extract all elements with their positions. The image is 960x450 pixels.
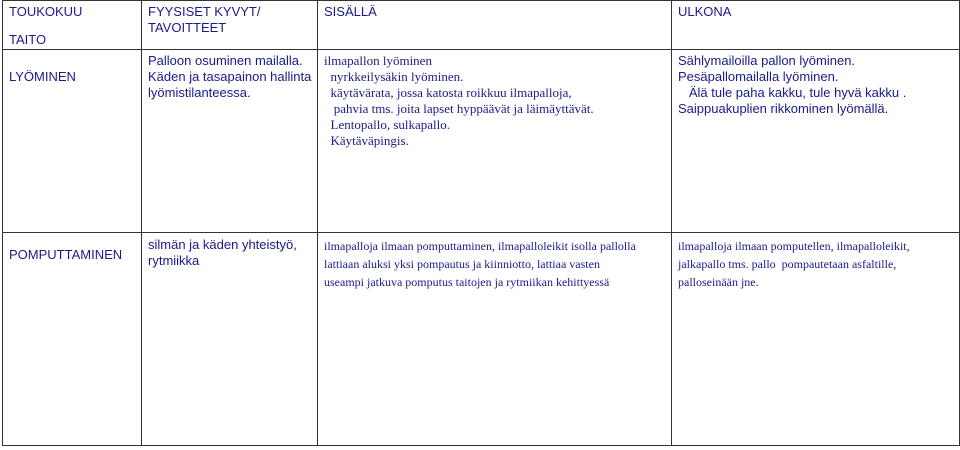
indoor-line: Lentopallo, sulkapallo. — [324, 117, 451, 132]
abilities-line: lyömistilanteessa. — [148, 85, 251, 100]
abilities-cell — [142, 50, 318, 233]
abilities-cell — [142, 233, 318, 446]
skill-cell — [3, 50, 142, 233]
outdoor-cell — [672, 50, 960, 233]
indoor-line: Käytäväpingis. — [324, 133, 409, 148]
activity-plan-table — [2, 0, 960, 446]
abilities-line: Käden ja tasapainon hallinta — [148, 69, 312, 84]
indoor-cell — [318, 50, 672, 233]
outdoor-line: jalkapallo tms. pallo pompautetaan asfaltille, — [678, 257, 897, 271]
header-abilities-line1: FYYSISET KYVYT/ — [148, 4, 261, 19]
skill-label: POMPUTTAMINEN — [9, 247, 123, 262]
outdoor-line: Sählymailoilla pallon lyöminen. — [678, 53, 856, 68]
indoor-cell — [318, 233, 672, 446]
indoor-line: lattiaan aluksi yksi pompautus ja kiinniotto, lattiaa vasten — [324, 257, 600, 271]
header-skill: TAITO — [9, 32, 47, 47]
indoor-line: pahvia tms. joita lapset hyppäävät ja läimäyttävät. — [324, 101, 594, 116]
header-month: TOUKOKUU — [9, 4, 83, 19]
header-month-skill — [3, 1, 142, 50]
outdoor-line: palloseinään jne. — [678, 275, 759, 289]
indoor-line: ilmapalloja ilmaan pomputtaminen, ilmapalloleikit isolla pallolla — [324, 239, 636, 253]
indoor-line: nyrkkeilysäkin lyöminen. — [324, 69, 464, 84]
abilities-line: silmän ja käden yhteistyö, — [148, 237, 297, 252]
table-row — [3, 233, 960, 446]
header-indoor-label: SISÄLLÄ — [324, 4, 377, 19]
indoor-line: useampi jatkuva pomputus taitojen ja rytmiikan kehittyessä — [324, 275, 610, 289]
header-outdoor — [672, 1, 960, 50]
indoor-line: käytävärata, jossa katosta roikkuu ilmapalloja, — [324, 85, 572, 100]
outdoor-line: Pesäpallomailalla lyöminen. — [678, 69, 839, 84]
table-row — [3, 50, 960, 233]
outdoor-line: Saippuakuplien rikkominen lyömällä. — [678, 101, 889, 116]
abilities-line: rytmiikka — [148, 253, 200, 268]
header-abilities — [142, 1, 318, 50]
header-outdoor-label: ULKONA — [678, 4, 732, 19]
outdoor-line: ilmapalloja ilmaan pomputellen, ilmapalloleikit, — [678, 239, 910, 253]
skill-cell — [3, 233, 142, 446]
outdoor-cell — [672, 233, 960, 446]
outdoor-line: Älä tule paha kakku, tule hyvä kakku . — [678, 85, 907, 100]
header-indoor — [318, 1, 672, 50]
header-abilities-line2: TAVOITTEET — [148, 20, 227, 35]
skill-label: LYÖMINEN — [9, 69, 76, 84]
abilities-line: Palloon osuminen mailalla. — [148, 53, 303, 68]
indoor-line: ilmapallon lyöminen — [324, 53, 432, 68]
header-row — [3, 1, 960, 50]
